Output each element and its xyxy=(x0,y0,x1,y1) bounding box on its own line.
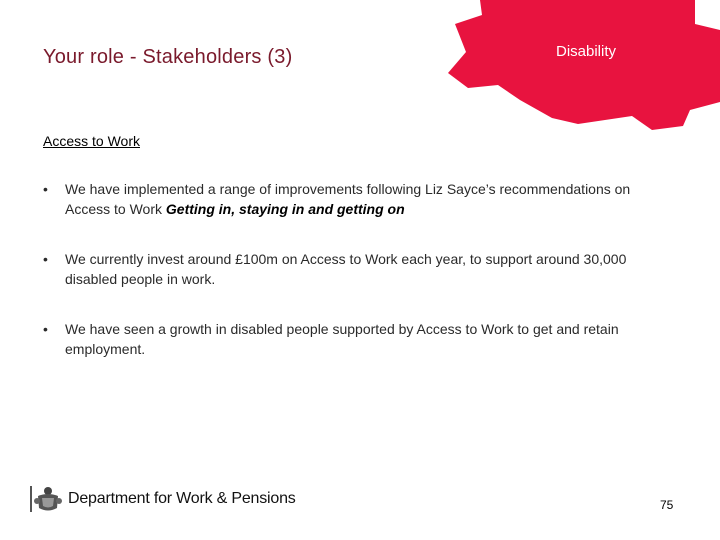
list-item xyxy=(43,319,673,359)
gear-shape xyxy=(0,0,720,130)
organisation-name: Department for Work & Pensions xyxy=(68,490,296,507)
bullet-icon: • xyxy=(43,251,48,267)
list-item xyxy=(43,179,673,219)
section-heading: Access to Work xyxy=(43,133,140,149)
bullet-text: We have seen a growth in disabled people supported by Access to Work to get and retain employment. xyxy=(65,321,619,357)
bullet-text: We currently invest around £100m on Access to Work each year, to support around 30,000 disabled people in work. xyxy=(65,251,627,287)
royal-crest-icon xyxy=(28,484,62,514)
disability-badge: Disability xyxy=(556,43,617,60)
bullet-icon: • xyxy=(43,321,48,337)
slide-title: Your role - Stakeholders (3) xyxy=(43,46,293,68)
bullet-emphasis: Getting in, staying in and getting on xyxy=(165,201,405,217)
bullet-icon: • xyxy=(43,181,48,197)
list-item xyxy=(43,249,673,289)
bullet-list xyxy=(43,179,673,389)
gear-icon xyxy=(448,0,720,130)
page-number: 75 xyxy=(660,498,674,512)
bullet-text: We have implemented a range of improvements following Liz Sayce’s recommendations on Access to Work xyxy=(65,181,631,217)
dwp-logo xyxy=(28,484,296,514)
